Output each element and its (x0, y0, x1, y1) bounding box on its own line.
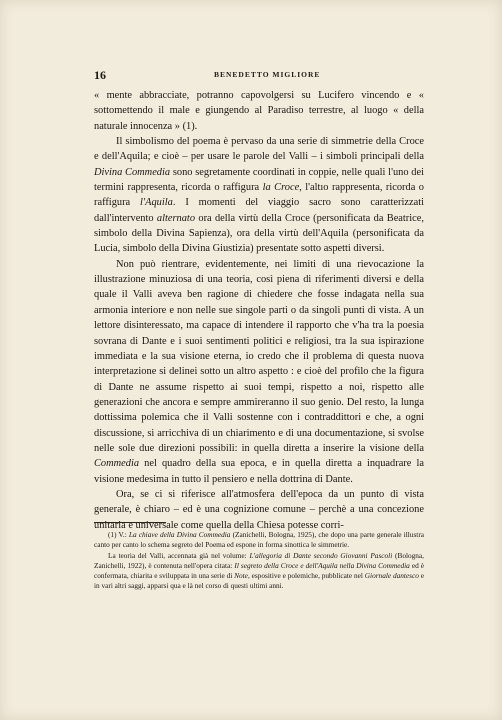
main-text (94, 88, 424, 533)
text-run: ed è confermata, chiarita e sviluppata in una serie di (94, 561, 425, 581)
text-run: . I momenti del viaggio sacro sono caratterizzati dall'intervento (94, 197, 424, 224)
text-run: (Zanichelli, Bologna, 1925), che dopo una parte generale illustra canto per canto lo schema segreto del Poema ed espone in forma sinottica le simmetrie. (94, 530, 424, 550)
text-run: (Bologna, Zanichelli, 1922), è contenuta nell'opera citata: (94, 551, 424, 571)
text-run: La teoria del Valli, accennata già nel volume: (108, 551, 250, 561)
paragraph-epoch: Ora, se ci si riferisce all'atmosfera dell'epoca da un punto di vista generale, è chiaro – ed è una cognizione comune – perchè a una concezione unitaria e universale come quella della Chiesa potesse corri- (94, 488, 424, 531)
footnote-2 (94, 551, 424, 591)
italic-title: Divina Commedia (94, 166, 171, 178)
text-run: e in vari altri saggi, apparsi qua e là nel corso di questi ultimi anni. (94, 571, 424, 591)
text-run: (1) V.: (108, 530, 129, 539)
italic-term: l'Aquila (140, 197, 173, 209)
text-run: , espositive e polemiche, pubblicate nel (247, 571, 365, 581)
text-run: sono segretamente coordinati in coppie, nelle quali l'uno dei termini rappresenta, ricorda o raffigura (94, 166, 424, 194)
italic-title: Commedia (94, 458, 140, 470)
running-head: BENEDETTO MIGLIORE (214, 70, 321, 79)
italic-term: la Croce (262, 182, 300, 194)
paragraph-quote-continuation: « mente abbracciate, potranno capovolgersi su Lucifero vincendo e « sottomettendo il male e giungendo al Paradiso terrestre, al luogo « della naturale innocenza » (1). (94, 90, 424, 132)
text-run: Non può rientrare, evidentemente, nei limiti di una rievocazione la illustrazione minuziosa di una teoria, così piena di riferimenti diversi e della quale il Valli aveva ben ragione di chiedere che fosse indagata nella sua armonia interiore e non nelle sue singole parti o da singoli punti di vista. A un lettore disinteressato, ma capace di intendere il rapporto che v'ha tra la poesia sovrana di Dante e i suoi sentimenti politici e religiosi, tra la sua ispirazione immediata e la sua visione eterna, io credo che il problema di questa nuova interpretazione si delinei sotto un altro aspetto : e cioè del profilo che la figura di Dante ne assume rispetto ai suoi tempi, rispetto a noi, rispetto alle generazioni che ancora e sempre ammireranno il suo genio. Del resto, la lunga dottissima polemica che il Valli sostenne con i contraddittori e che, a ogni discussione, si arricchiva di un chiarimento e di una documentazione, si svolse nelle sole due direzioni possibili: in quella diretta a inserire la visione della (94, 258, 424, 454)
italic-term: Note (234, 571, 248, 581)
text-run: ora della virtù della Croce (personificata da Beatrice, simbolo della Divina Sapienza), ora della virtù dell'Aquila (personificata da Lucia, simbolo della Divina Giustizia) presentate sotto aspetti diversi. (94, 212, 424, 255)
italic-title: Il segreto della Croce e dell'Aquila nella Divina Commedia (234, 561, 410, 571)
footnote-1 (94, 530, 424, 550)
paragraph-symbolism (94, 134, 424, 257)
paragraph-interpretation (94, 257, 424, 487)
text-run: , l'altıo rappresenta, ricorda o raffigura (94, 182, 424, 209)
italic-term: alternato (156, 212, 196, 224)
footnotes (94, 530, 424, 593)
page-number: 16 (94, 68, 106, 82)
footnote-divider (94, 522, 166, 523)
italic-title: La chiave della Divina Commedia (128, 530, 231, 539)
page-header (94, 68, 422, 82)
italic-title: Giornale dantesco (364, 571, 419, 581)
text-run: nel quadro della sua epoca, e in quella diretta a inquadrare la visione medesima in tutto il pensiero e nella dottrina di Dante. (94, 458, 424, 485)
italic-title: L'allegoria di Dante secondo Giovanni Pascoli (249, 551, 393, 561)
text-run: Il simbolismo del poema è pervaso da una serie di simmetrie della Croce e dell'Aquila; e cioè – per usare le parole del Valli – i simboli principali della (94, 136, 424, 163)
